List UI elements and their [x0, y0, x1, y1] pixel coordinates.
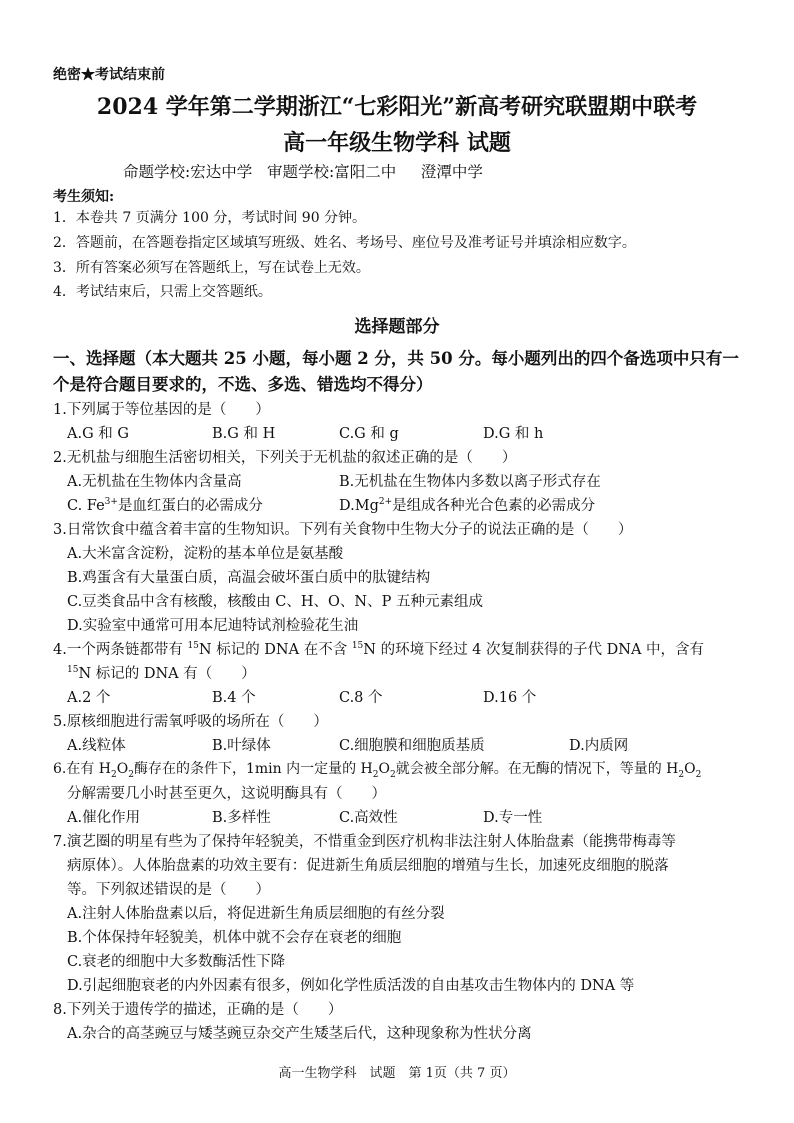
schools-line: 命题学校:宏达中学 审题学校:富阳二中 澄潭中学 [123, 163, 483, 181]
notice-item: 3．所有答案必须写在答题纸上，写在试卷上无效。 [53, 260, 370, 276]
part-heading: 一、选择题（本大题共 25 小题，每小题 2 分，共 50 分。每小题列出的四个备选项中只有一个是符合题目要求的，不选、多选、错选均不得分） [53, 349, 739, 394]
notice-heading: 考生须知: [53, 189, 115, 205]
option-d: D.16 个 [483, 690, 537, 706]
question-stem: 7.演艺圈的明星有些为了保持年轻貌美，不惜重金到医疗机构非法注射人体胎盘素（能携带梅毒等 [53, 834, 676, 850]
option-a: A.无机盐在生物体内含量高 [67, 474, 242, 490]
option-d: D.G 和 h [483, 426, 544, 442]
question-stem-cont: 病原体）。人体胎盘素的功效主要有：促进新生角质层细胞的增殖与生长，加速死皮细胞的脱落 [67, 858, 669, 874]
notice-item: 4．考试结束后，只需上交答题纸。 [53, 284, 272, 300]
question-stem: 8.下列关于遗传学的描述，正确的是（ ） [53, 1002, 343, 1018]
option-a: A.线粒体 [67, 738, 126, 754]
question-stem: 6.在有 $H_2O_2$酶存在的条件下，1min 内一定量的 $H_2O_2$就会被全部分解。在无酶的情况下，等量的 $H_2O_2$ [53, 761, 702, 780]
option-a: A.杂合的高茎豌豆与矮茎豌豆杂交产生矮茎后代，这种现象称为性状分离 [67, 1026, 532, 1042]
section-title: 选择题部分 [354, 317, 440, 337]
option-a: A.催化作用 [67, 810, 141, 826]
option-c: C.衰老的细胞中大多数酶活性下降 [67, 954, 286, 970]
option-c: C.细胞膜和细胞质基质 [339, 738, 485, 754]
exam-title: 2024 学年第二学期浙江“七彩阳光”新高考研究联盟期中联考 [96, 94, 698, 120]
option-b: B.个体保持年轻貌美，机体中就不会存在衰老的细胞 [67, 930, 402, 946]
option-b: B.G 和 H [212, 426, 276, 442]
page-footer: 高一生物学科 试题 第 1页（共 7 页） [278, 1066, 516, 1081]
option-d: $D.Mg^{2+}$是组成各种光合色素的必需成分 [339, 497, 596, 514]
option-b: B.多样性 [212, 810, 271, 826]
option-a: A.大米富含淀粉，淀粉的基本单位是氨基酸 [67, 546, 344, 562]
option-d: D.内质网 [569, 738, 629, 754]
option-b: B.鸡蛋含有大量蛋白质，高温会破坏蛋白质中的肽键结构 [67, 570, 431, 586]
question-stem: 1.下列属于等位基因的是（ ） [53, 402, 270, 418]
option-c: C.G 和 g [339, 426, 399, 442]
notice-item: 2．答题前，在答题卷指定区域填写班级、姓名、考场号、座位号及准考证号并填涂相应数字。 [53, 235, 636, 251]
option-d: D.专一性 [483, 810, 543, 826]
exam-subtitle: 高一年级生物学科 试题 [283, 130, 511, 156]
notice-item: 1．本卷共 7 页满分 100 分，考试时间 90 分钟。 [53, 210, 367, 226]
option-a: A.G 和 G [67, 426, 129, 442]
option-c: C.8 个 [339, 690, 383, 706]
question-stem: 4.一个两条链都带有 $^{15}$N 标记的 DNA 在不含 $^{15}$N 的环境下经过 4 次复制获得的子代 DNA 中，含有 [53, 641, 705, 658]
option-a: A.注射人体胎盘素以后，将促进新生角质层细胞的有丝分裂 [67, 906, 445, 922]
option-c: C. $Fe^{3+}$是血红蛋白的必需成分 [67, 497, 263, 514]
option-a: A.2 个 [67, 690, 111, 706]
option-c: C.豆类食品中含有核酸，核酸由 C、H、O、N、P 五种元素组成 [67, 594, 483, 610]
question-stem-cont: $^{15}$N 标记的 DNA 有（ ） [67, 665, 256, 682]
question-stem-cont: 等。下列叙述错误的是（ ） [67, 882, 270, 898]
option-d: D.实验室中通常可用本尼迪特试剂检验花生油 [67, 618, 359, 634]
option-b: B.无机盐在生物体内多数以离子形式存在 [339, 474, 601, 490]
option-b: B.4 个 [212, 690, 256, 706]
question-stem: 2.无机盐与细胞生活密切相关，下列关于无机盐的叙述正确的是（ ） [53, 450, 517, 466]
confidential-label: 绝密★考试结束前 [53, 67, 165, 83]
question-stem: 5.原核细胞进行需氧呼吸的场所在（ ） [53, 714, 328, 730]
question-stem: 3.日常饮食中蕴含着丰富的生物知识。下列有关食物中生物大分子的说法正确的是（ ） [53, 522, 633, 538]
option-d: D.引起细胞衰老的内外因素有很多，例如化学性质活泼的自由基攻击生物体内的 DNA 等 [67, 978, 635, 994]
option-c: C.高效性 [339, 810, 398, 826]
option-b: B.叶绿体 [212, 738, 271, 754]
question-stem-cont: 分解需要几小时甚至更久，这说明酶具有（ ） [67, 786, 386, 802]
